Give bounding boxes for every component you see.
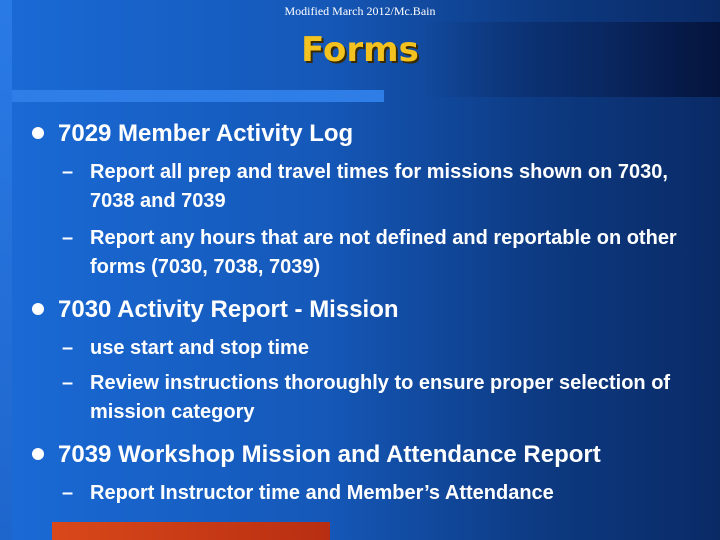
bottom-accent-bar [52,522,330,540]
bullet-text: 7029 Member Activity Log [58,120,354,147]
sub-bullet-item [62,334,712,363]
bullet-text: 7030 Activity Report - Mission [58,296,399,323]
sub-bullet-text: Report Instructor time and Member’s Attendance [90,482,554,504]
sub-bullet-text: Report all prep and travel times for missions shown on 7030, 7038 and 7039 [90,161,668,212]
dash-icon: – [62,337,74,359]
dash-icon: – [62,227,74,249]
slide-content [32,118,712,508]
sub-bullet-item [62,224,712,282]
sub-bullet-item [62,479,712,508]
sub-bullet-item [62,158,712,216]
slide-title: Forms [301,30,419,70]
dash-icon: – [62,161,74,183]
bullet-group-7039 [32,439,712,508]
bullet-item [32,118,712,150]
dash-icon: – [62,482,74,504]
left-decorative-band [0,0,12,540]
sub-bullet-text: Review instructions thoroughly to ensure proper selection of mission category [90,372,671,423]
bullet-group-7030 [32,294,712,427]
bullet-item [32,439,712,471]
bullet-dot-icon [32,303,44,315]
sub-bullet-text: Report any hours that are not defined and reportable on other forms (7030, 7038, 7039) [90,227,677,278]
bullet-dot-icon [32,127,44,139]
bullet-text: 7039 Workshop Mission and Attendance Report [58,441,601,468]
sub-bullet-item [62,369,712,427]
sub-bullet-text: use start and stop time [90,337,309,359]
bullet-group-7029 [32,118,712,282]
header-note: Modified March 2012/Mc.Bain [284,4,436,18]
bullet-dot-icon [32,448,44,460]
title-accent-bar [12,90,384,102]
dash-icon: – [62,372,74,394]
bullet-item [32,294,712,326]
